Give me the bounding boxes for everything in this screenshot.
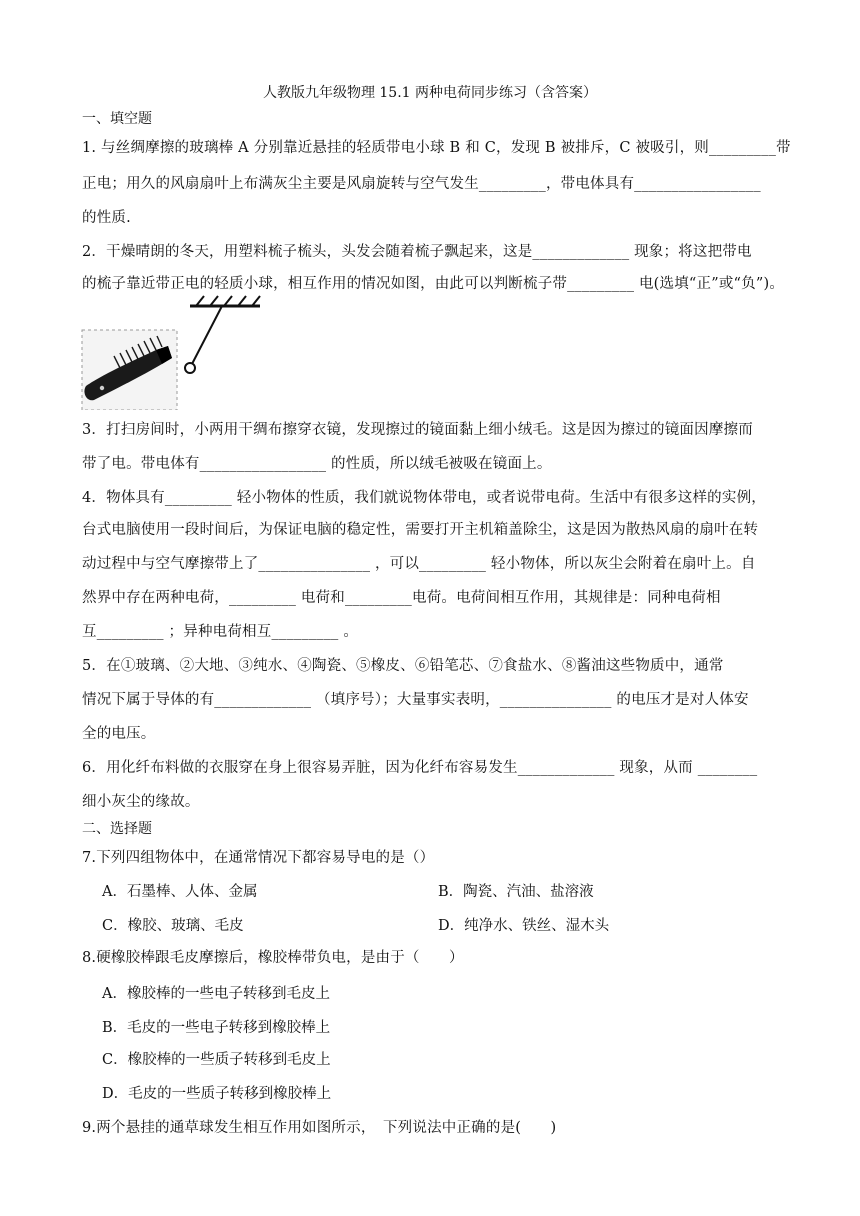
question-7-option-d: D．纯净水、铁丝、湿木头 bbox=[438, 918, 610, 934]
question-4-line-4: 然界中存在两种电荷，_________ 电荷和_________电荷。电荷间相互作用，其规律是：同种电荷相 bbox=[82, 590, 721, 606]
question-4-line-2: 台式电脑使用一段时间后，为保证电脑的稳定性，需要打开主机箱盖除尘，这是因为散热风扇的扇叶在转 bbox=[82, 522, 759, 538]
question-3-line-1: 3．打扫房间时，小两用干绸布擦穿衣镜，发现擦过的镜面黏上细小绒毛。这是因为擦过的镜面因摩擦而 bbox=[82, 422, 753, 438]
question-7-option-c: C．橡胶、玻璃、毛皮 bbox=[102, 918, 244, 934]
question-8-option-a: A．橡胶棒的一些电子转移到毛皮上 bbox=[102, 986, 330, 1002]
question-4-line-1: 4．物体具有_________ 轻小物体的性质，我们就说物体带电，或者说带电荷。生活中有很多这样的实例， bbox=[82, 490, 766, 506]
question-1-line-3: 的性质. bbox=[82, 210, 131, 226]
question-7-stem: 7.下列四组物体中，在通常情况下都容易导电的是（） bbox=[82, 850, 435, 866]
question-8-option-c: C．橡胶棒的一些质子转移到毛皮上 bbox=[102, 1052, 331, 1068]
document-title: 人教版九年级物理 15.1 两种电荷同步练习（含答案） bbox=[262, 85, 598, 101]
question-8-option-d: D．毛皮的一些质子转移到橡胶棒上 bbox=[102, 1086, 332, 1102]
question-3-line-2: 带了电。带电体有_________________ 的性质，所以绒毛被吸在镜面上。 bbox=[82, 456, 552, 472]
question-5-line-3: 全的电压。 bbox=[82, 726, 156, 742]
section-heading-multiple-choice: 二、选择题 bbox=[82, 821, 152, 837]
question-5-line-1: 5．在①玻璃、②大地、③纯水、④陶瓷、⑤橡皮、⑥铅笔芯、⑦食盐水、⑧酱油这些物质中，通常 bbox=[82, 658, 724, 674]
question-7-option-a: A．石墨棒、人体、金属 bbox=[102, 884, 258, 900]
question-6-line-2: 细小灰尘的缘故。 bbox=[82, 794, 200, 810]
question-7-option-b: B．陶瓷、汽油、盐溶液 bbox=[438, 884, 594, 900]
question-5-line-2: 情况下属于导体的有_____________ （填序号）；大量事实表明，_______________ 的电压才是对人体安 bbox=[82, 692, 749, 708]
question-4-line-3: 动过程中与空气摩擦带上了_______________ ，可以_________ 轻小物体，所以灰尘会附着在扇叶上。自 bbox=[82, 556, 756, 572]
question-1-line-2: 正电；用久的风扇扇叶上布满灰尘主要是风扇旋转与空气发生_________，带电体具有_________________ bbox=[82, 176, 761, 192]
comb-and-charged-ball-figure bbox=[80, 292, 265, 410]
question-2-line-2: 的梳子靠近带正电的轻质小球，相互作用的情况如图，由此可以判断梳子带_________ 电(选填“正”或“负”)。 bbox=[82, 276, 785, 292]
charged-ball-icon bbox=[185, 363, 195, 373]
question-4-line-5: 互_________ ；异种电荷相互_________ 。 bbox=[82, 624, 359, 640]
question-6-line-1: 6．用化纤布料做的衣服穿在身上很容易弄脏，因为化纤布容易发生_____________ 现象，从而 ________ bbox=[82, 760, 758, 776]
question-8-option-b: B．毛皮的一些电子转移到橡胶棒上 bbox=[102, 1020, 331, 1036]
question-8-stem: 8.硬橡胶棒跟毛皮摩擦后，橡胶棒带负电，是由于（ ） bbox=[82, 950, 464, 966]
section-heading-fill-blank: 一、填空题 bbox=[82, 111, 152, 127]
question-9-stem: 9.两个悬挂的通草球发生相互作用如图所示， 下列说法中正确的是( ) bbox=[82, 1120, 557, 1136]
question-1-line-1: 1. 与丝绸摩擦的玻璃棒 A 分别靠近悬挂的轻质带电小球 B 和 C，发现 B 被排斥，C 被吸引，则_________带 bbox=[82, 140, 791, 156]
question-2-line-1: 2．干燥晴朗的冬天，用塑料梳子梳头，头发会随着梳子飘起来，这是_____________ 现象；将这把带电 bbox=[82, 244, 752, 260]
